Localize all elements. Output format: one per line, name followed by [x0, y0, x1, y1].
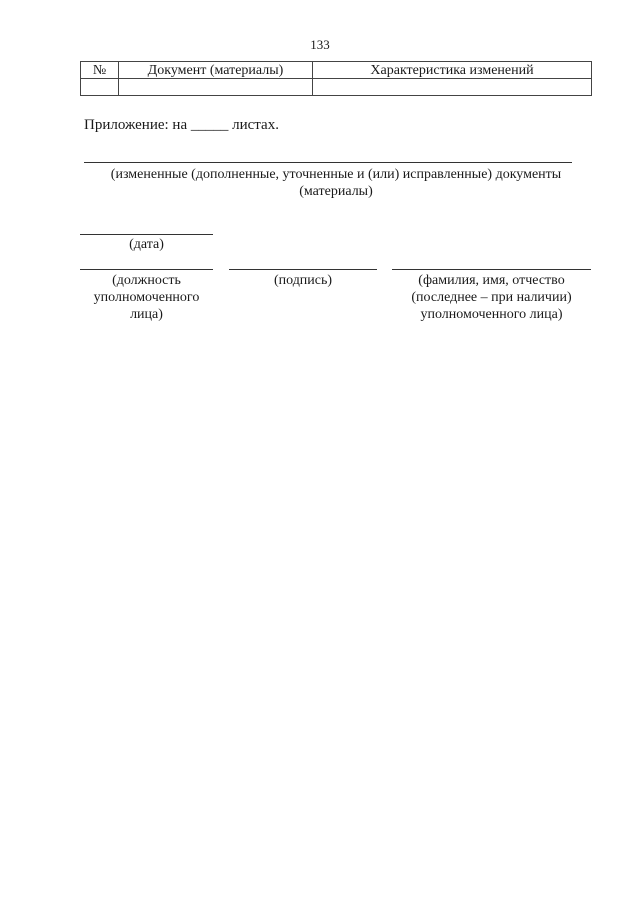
documents-caption	[84, 166, 588, 200]
table-header-row	[81, 62, 592, 79]
date-caption: (дата)	[129, 237, 164, 252]
column-header-number: №	[81, 62, 119, 79]
position-caption-line3: лица)	[130, 307, 163, 322]
documents-caption-line2: (материалы)	[299, 184, 373, 199]
attachment-prefix: Приложение: на	[84, 117, 188, 133]
documents-signature-line	[84, 162, 572, 163]
attachment-sheets-blank: _____	[190, 117, 229, 133]
table-cell-number	[81, 79, 119, 96]
table-cell-document	[119, 79, 313, 96]
full-name-caption	[382, 272, 601, 323]
position-caption-line1: (должность	[112, 273, 181, 288]
page-number: 133	[310, 37, 330, 52]
attachment-suffix: листах.	[232, 117, 279, 133]
full-name-line	[392, 269, 591, 270]
full-name-caption-line1: (фамилия, имя, отчество	[418, 273, 565, 288]
column-header-document: Документ (материалы)	[119, 62, 313, 79]
signature-line	[229, 269, 377, 270]
position-caption	[75, 272, 218, 323]
signature-caption: (подпись)	[273, 273, 333, 288]
position-line	[80, 269, 213, 270]
date-line	[80, 234, 213, 235]
changes-table	[80, 61, 592, 96]
documents-caption-line1: (измененные (дополненные, уточненные и (или) исправленные) документы	[110, 167, 562, 182]
position-caption-line2: уполномоченного	[93, 290, 200, 305]
full-name-caption-line2: (последнее – при наличии)	[411, 290, 572, 305]
column-header-changes: Характеристика изменений	[313, 62, 592, 79]
table-cell-changes	[313, 79, 592, 96]
attachment-line	[84, 117, 279, 134]
full-name-caption-line3: уполномоченного лица)	[420, 307, 563, 322]
table-row	[81, 79, 592, 96]
